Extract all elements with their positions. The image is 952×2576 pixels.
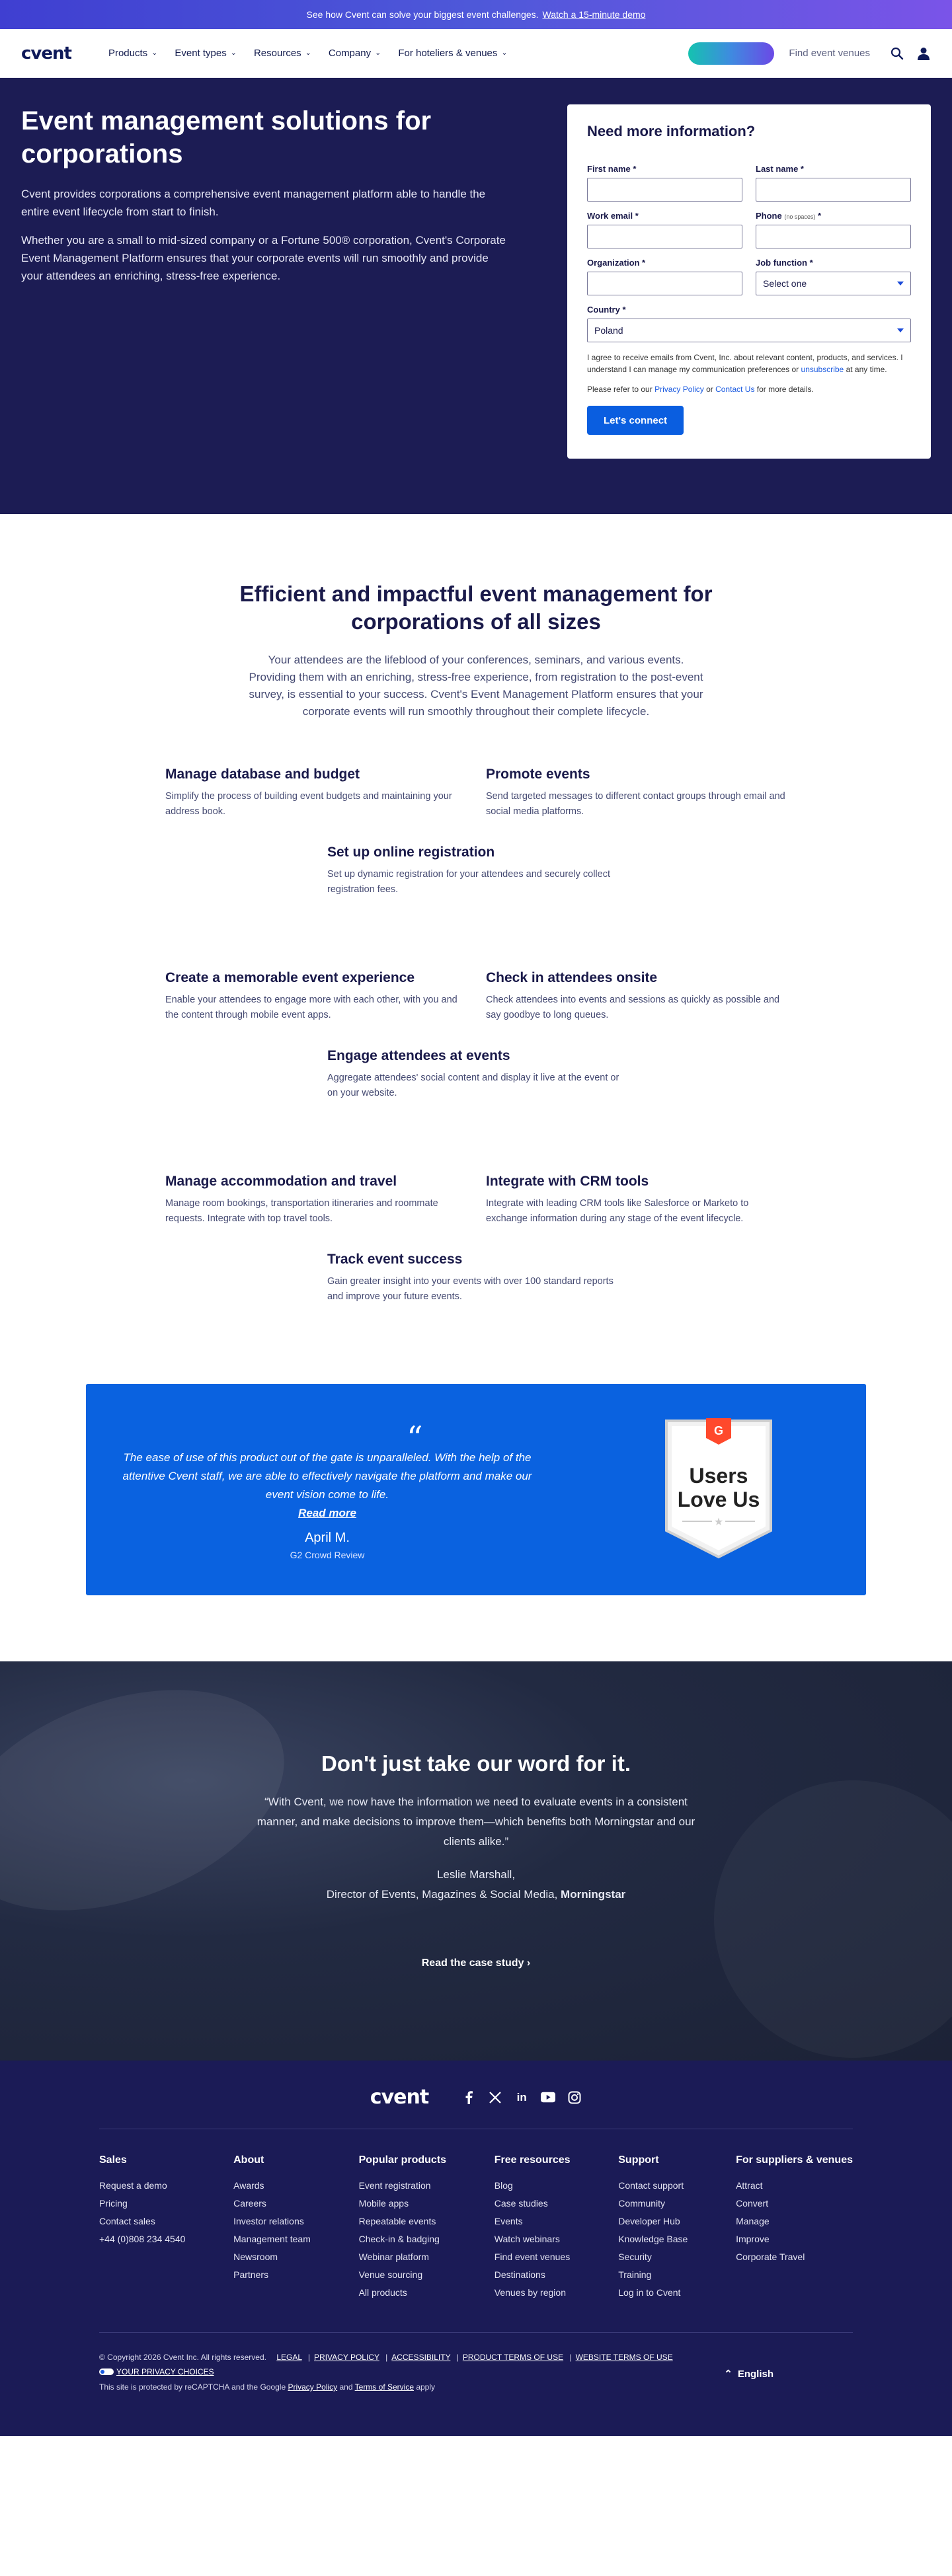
footer-link[interactable]: Partners — [233, 2269, 269, 2280]
footer-column-support — [618, 2154, 688, 2302]
phone-required: * — [815, 211, 822, 221]
copyright: © Copyright 2026 Cvent Inc. All rights reserved. — [99, 2353, 266, 2362]
footer-link[interactable]: Venues by region — [494, 2287, 566, 2298]
feature-list — [165, 767, 787, 1305]
footer-link[interactable]: Mobile apps — [358, 2198, 409, 2209]
work-email-label: Work email * — [587, 211, 639, 221]
feature-text: Simplify the process of building event budgets and maintaining your address book. — [165, 791, 452, 817]
case-study-link-label: Read the case study — [421, 1957, 524, 1969]
nav-cta-button[interactable] — [688, 42, 774, 65]
google-terms-link[interactable]: Terms of Service — [354, 2382, 414, 2392]
footer-link[interactable]: Webinar platform — [358, 2252, 429, 2262]
footer-column-sales — [99, 2154, 185, 2302]
footer-link[interactable]: Event registration — [358, 2180, 431, 2191]
feature-item — [165, 767, 466, 819]
phone-label-text: Phone — [756, 211, 782, 221]
recaptcha-text: apply — [414, 2382, 436, 2392]
linkedin-icon[interactable]: in — [516, 2090, 527, 2103]
language-selector[interactable] — [724, 2367, 774, 2382]
website-terms-link[interactable]: WEBSITE TERMS OF USE — [575, 2353, 673, 2362]
footer-link[interactable]: Find event venues — [494, 2252, 571, 2262]
product-terms-link[interactable]: PRODUCT TERMS OF USE — [462, 2353, 564, 2362]
reviewer-name: April M. — [305, 1531, 350, 1545]
refer-part: for more details. — [754, 385, 814, 394]
search-icon[interactable] — [890, 46, 904, 61]
feature-text: Gain greater insight into your events with over 100 standard reports and improve your future events. — [327, 1276, 614, 1302]
footer-columns — [99, 2154, 853, 2302]
footer-link[interactable]: Investor relations — [233, 2216, 304, 2226]
author-role — [0, 1885, 952, 1905]
legal-link[interactable]: LEGAL — [276, 2353, 302, 2362]
case-study-title: Don't just take our word for it. — [321, 1751, 631, 1776]
consent-part: at any time. — [844, 365, 887, 374]
case-study-quote: “With Cvent, we now have the information we need to evaluate events in a consistent manner, and make decisions to improve them—which benefits both Morningstar and our clients alike.” — [257, 1796, 695, 1848]
testimonial-quote — [109, 1449, 545, 1523]
footer-link[interactable]: Attract — [736, 2180, 763, 2191]
recaptcha-text: This site is protected by reCAPTCHA and the Google — [99, 2382, 288, 2392]
chevron-down-icon: ⌄ — [501, 49, 508, 57]
hero-section — [0, 78, 952, 514]
last-name-label: Last name * — [756, 164, 804, 174]
feature-text: Check attendees into events and sessions as quickly as possible and say goodbye to long queues. — [486, 995, 780, 1020]
feature-title: Manage accommodation and travel — [165, 1174, 397, 1189]
main-nav — [0, 29, 952, 78]
recaptcha-text: and — [337, 2382, 355, 2392]
chevron-down-icon: ⌄ — [230, 49, 237, 57]
quote-text: The ease of use of this product out of the gate is unparalleled. With the help of the attentive Cvent staff, we are able to effectively navigate the platform and make our event vision come to life. — [122, 1451, 532, 1501]
hero-intro: Cvent provides corporations a comprehensive event management platform able to handle the entire event lifecycle from start to finish. — [21, 188, 486, 218]
author-name: Leslie Marshall, — [436, 1868, 516, 1881]
footer-phone[interactable]: +44 (0)808 234 4540 — [99, 2234, 186, 2244]
footer-link[interactable]: Check-in & badging — [358, 2234, 440, 2244]
footer-link[interactable]: Security — [618, 2252, 652, 2262]
case-study-author — [0, 1865, 952, 1905]
footer-link[interactable]: Knowledge Base — [618, 2234, 688, 2244]
dropdown-arrow-icon — [897, 282, 904, 285]
consent-text — [587, 352, 911, 375]
case-study-section — [0, 1661, 952, 2061]
dropdown-arrow-icon — [897, 328, 904, 332]
nav-label: Event types — [175, 48, 227, 59]
country-select[interactable] — [587, 319, 911, 342]
features-section — [0, 514, 952, 1305]
footer-link[interactable]: Convert — [736, 2198, 769, 2209]
footer-link[interactable]: Developer Hub — [618, 2216, 680, 2226]
footer-link[interactable]: Training — [618, 2269, 652, 2280]
svg-text:★: ★ — [713, 1517, 724, 1528]
organization-field[interactable] — [587, 272, 742, 295]
footer-column-title: About — [233, 2154, 264, 2166]
privacy-choices-link[interactable] — [99, 2365, 214, 2379]
nav-hoteliers-venues[interactable] — [398, 48, 507, 59]
feature-title: Set up online registration — [327, 845, 495, 860]
refer-part: or — [703, 385, 716, 394]
language-label: English — [737, 2368, 774, 2380]
section-title: Efficient and impactful event management for corporations of all sizes — [239, 582, 713, 634]
feature-item — [327, 1048, 628, 1101]
nav-label: Resources — [253, 48, 301, 59]
feature-item — [165, 1174, 466, 1227]
footer-link[interactable]: Corporate Travel — [736, 2252, 805, 2262]
nav-company[interactable] — [329, 48, 381, 59]
feature-title: Manage database and budget — [165, 767, 360, 782]
find-venues-link[interactable]: Find event venues — [789, 48, 870, 59]
footer-link[interactable]: All products — [358, 2287, 407, 2298]
chevron-down-icon: ⌄ — [375, 49, 381, 57]
footer-link[interactable]: Request a demo — [99, 2180, 167, 2191]
country-value: Poland — [594, 325, 623, 336]
organization-label: Organization * — [587, 258, 646, 268]
privacy-policy-link[interactable]: PRIVACY POLICY — [314, 2353, 379, 2362]
footer-link[interactable]: Awards — [233, 2180, 264, 2191]
job-function-value: Select one — [763, 278, 807, 289]
refer-text — [587, 385, 911, 394]
watch-demo-link[interactable]: Watch a 15-minute demo — [542, 9, 646, 20]
first-name-field[interactable] — [587, 178, 742, 202]
consent-part: I agree to receive emails from Cvent, Inc. about relevant content, products, and services. I understand I can manage my communication preferences or — [587, 353, 903, 374]
chevron-up-icon: ⌃ — [724, 2368, 733, 2380]
cvent-logo[interactable]: cvent — [21, 43, 71, 63]
footer-link[interactable]: Management team — [233, 2234, 311, 2244]
unsubscribe-link[interactable]: unsubscribe — [801, 365, 844, 374]
footer-legal: © Copyright 2026 Cvent Inc. All rights reserved. LEGAL | PRIVACY POLICY | ACCESSIBILITY | PRODUCT TERMS OF USE | WEBSITE TERMS OF USE YOUR PRIVACY CHOICES This site is protected by reCAPTCHA and the Google Privacy Policy and Terms of Service apply ⌃ English — [99, 2332, 853, 2394]
feature-title: Promote events — [486, 767, 590, 782]
job-function-label: Job function * — [756, 258, 813, 268]
footer-column-popular-products — [359, 2154, 446, 2302]
recaptcha-notice — [99, 2380, 853, 2394]
refer-part: Please refer to our — [587, 385, 655, 394]
nav-resources[interactable] — [254, 48, 311, 59]
testimonial-card — [86, 1384, 866, 1595]
banner-text: See how Cvent can solve your biggest event challenges. — [306, 9, 539, 20]
footer — [0, 2061, 952, 2436]
instagram-icon[interactable] — [567, 2090, 582, 2105]
lets-connect-button[interactable]: Let's connect — [587, 406, 684, 435]
quote-icon: “ — [407, 1420, 423, 1457]
feature-title: Track event success — [327, 1252, 463, 1267]
footer-link[interactable]: Venue sourcing — [358, 2269, 423, 2280]
svg-text:G: G — [713, 1424, 724, 1437]
feature-item — [327, 845, 628, 897]
phone-hint: (no spaces) — [784, 213, 816, 220]
feature-title: Check in attendees onsite — [486, 970, 658, 985]
contact-form — [567, 104, 931, 459]
contact-us-link[interactable]: Contact Us — [715, 385, 755, 394]
footer-link[interactable]: Contact support — [618, 2180, 684, 2191]
footer-link[interactable]: Blog — [494, 2180, 513, 2191]
nav-event-types[interactable] — [175, 48, 237, 59]
footer-link[interactable]: Destinations — [494, 2269, 545, 2280]
footer-link[interactable]: Community — [618, 2198, 666, 2209]
footer-column-about — [233, 2154, 311, 2302]
feature-title: Engage attendees at events — [327, 1048, 510, 1063]
author-company: Morningstar — [561, 1888, 626, 1901]
footer-column-title: Support — [618, 2154, 659, 2166]
feature-item — [486, 1174, 787, 1227]
youtube-icon[interactable] — [541, 2090, 555, 2105]
feature-text: Manage room bookings, transportation itineraries and roommate requests. Integrate with top travel tools. — [165, 1198, 438, 1224]
footer-link[interactable]: Contact sales — [99, 2216, 155, 2226]
facebook-icon[interactable] — [461, 2090, 476, 2105]
chevron-right-icon: › — [526, 1957, 531, 1969]
footer-link[interactable]: Case studies — [494, 2198, 548, 2209]
user-icon[interactable] — [916, 46, 931, 61]
footer-link[interactable]: Watch webinars — [494, 2234, 560, 2244]
last-name-field[interactable] — [756, 178, 911, 202]
feature-text: Set up dynamic registration for your attendees and securely collect registration fees. — [327, 869, 610, 895]
footer-column-title: Free resources — [494, 2154, 571, 2166]
chevron-down-icon: ⌄ — [305, 49, 311, 57]
feature-text: Send targeted messages to different contact groups through email and social media platforms. — [486, 791, 785, 817]
hero-title: Event management solutions for corporations — [21, 106, 432, 169]
footer-link[interactable]: Careers — [233, 2198, 266, 2209]
nav-products[interactable] — [108, 48, 157, 59]
chevron-down-icon: ⌄ — [151, 49, 158, 57]
feature-item — [486, 767, 787, 819]
review-source: G2 Crowd Review — [290, 1550, 365, 1560]
accessibility-link[interactable]: ACCESSIBILITY — [391, 2353, 451, 2362]
badge-line-1: Users — [689, 1464, 748, 1488]
nav-label: Company — [328, 48, 372, 59]
phone-label — [756, 211, 911, 221]
footer-link[interactable]: Manage — [736, 2216, 770, 2226]
feature-text: Integrate with leading CRM tools like Salesforce or Marketo to exchange information during any stage of the event lifecycle. — [486, 1198, 749, 1224]
feature-text: Enable your attendees to engage more with each other, with you and the content through mobile event apps. — [165, 995, 457, 1020]
footer-link[interactable]: Events — [494, 2216, 523, 2226]
footer-cvent-logo[interactable]: cvent — [370, 2086, 429, 2109]
work-email-field[interactable] — [587, 225, 742, 248]
nav-label: Products — [108, 48, 148, 59]
announcement-banner — [0, 0, 952, 29]
job-function-select[interactable] — [756, 272, 911, 295]
author-title: Director of Events, Magazines & Social Media, — [326, 1888, 561, 1901]
g2-users-love-us-badge — [662, 1418, 775, 1560]
x-twitter-icon[interactable] — [488, 2090, 502, 2105]
phone-field[interactable] — [756, 225, 911, 248]
footer-column-suppliers-venues — [736, 2154, 853, 2302]
footer-link[interactable]: Improve — [736, 2234, 770, 2244]
feature-item — [486, 970, 787, 1023]
country-label: Country * — [587, 305, 626, 315]
first-name-label: First name * — [587, 164, 637, 174]
google-privacy-link[interactable]: Privacy Policy — [288, 2382, 338, 2392]
read-case-study-link[interactable] — [422, 1957, 531, 1969]
footer-link[interactable]: Repeatable events — [358, 2216, 436, 2226]
nav-label: For hoteliers & venues — [398, 48, 498, 59]
footer-link[interactable]: Pricing — [99, 2198, 128, 2209]
badge-line-2: Love Us — [677, 1488, 760, 1511]
privacy-choices-label: YOUR PRIVACY CHOICES — [116, 2367, 214, 2376]
footer-column-title: Popular products — [358, 2154, 447, 2166]
feature-item — [327, 1252, 628, 1305]
footer-column-title: For suppliers & venues — [736, 2154, 853, 2166]
privacy-toggle-icon — [99, 2368, 114, 2375]
footer-column-free-resources — [495, 2154, 571, 2302]
feature-title: Integrate with CRM tools — [486, 1174, 649, 1189]
footer-link[interactable]: Log in to Cvent — [618, 2287, 681, 2298]
feature-text: Aggregate attendees' social content and display it live at the event or on your website. — [327, 1073, 619, 1098]
read-more-link[interactable]: Read more — [298, 1507, 356, 1519]
feature-item — [165, 970, 466, 1023]
hero-description: Whether you are a small to mid-sized company or a Fortune 500® corporation, Cvent's Corporate Event Management Platform ensures that your corporate events will run smoothly and provide your attendees an enriching, stress-free experience. — [21, 234, 506, 282]
feature-title: Create a memorable event experience — [165, 970, 415, 985]
form-title: Need more information? — [587, 123, 756, 139]
privacy-policy-link[interactable]: Privacy Policy — [654, 385, 704, 394]
section-lead: Your attendees are the lifeblood of your conferences, seminars, and various events. Providing them with an enriching, stress-free experience, from registration to the post-event survey, is essential to your success. Cvent's Event Management Platform ensures that your corporate events will run smoothly throughout their complete lifecycle. — [249, 654, 703, 718]
footer-link[interactable]: Newsroom — [233, 2252, 278, 2262]
footer-column-title: Sales — [99, 2154, 127, 2166]
